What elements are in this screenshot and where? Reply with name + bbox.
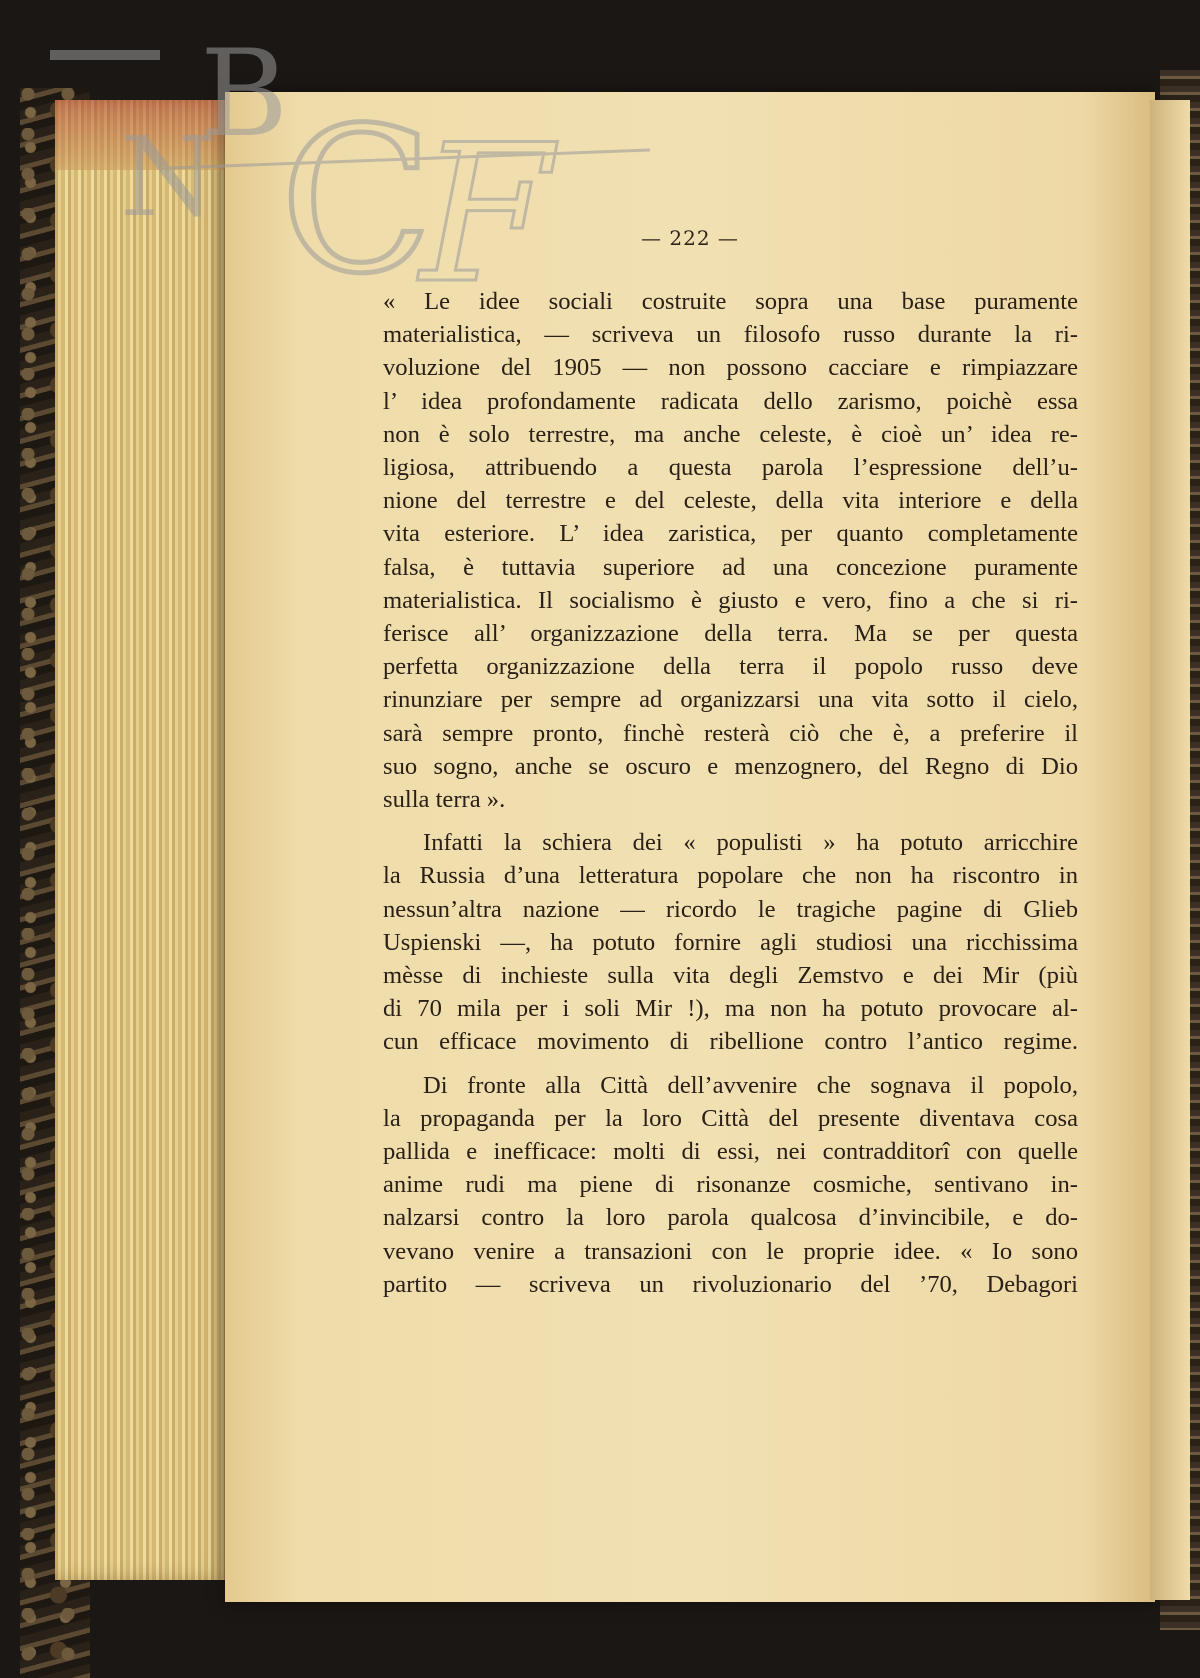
text-line: la propaganda per la loro Città del presente diventava cosa xyxy=(383,1104,1078,1132)
paragraph xyxy=(383,826,1078,1058)
text-line: nalzarsi contro la loro parola qualcosa d’invincibile, e do- xyxy=(383,1204,1078,1232)
text-line: materialistica, — scriveva un filosofo russo durante la ri- xyxy=(383,321,1078,349)
text-line: materialistica. Il socialismo è giusto e vero, fino a che si ri- xyxy=(383,586,1078,614)
text-line: « Le idee sociali costruite sopra una base puramente xyxy=(383,288,1078,315)
text-line: sulla terra ». xyxy=(383,786,506,814)
text-line: non è solo terrestre, ma anche celeste, è cioè un’ idea re- xyxy=(383,420,1078,448)
text-line: ligiosa, attribuendo a questa parola l’espressione dell’u- xyxy=(383,454,1078,482)
text-line: cun efficace movimento di ribellione contro l’antico regime. xyxy=(383,1028,1078,1056)
text-line: rinunziare per sempre ad organizzarsi una vita sotto il cielo, xyxy=(383,686,1078,714)
text-line: suo sogno, anche se oscuro e menzognero, del Regno di Dio xyxy=(383,752,1078,780)
logo-bar xyxy=(50,50,160,60)
text-line: Uspienski —, ha potuto fornire agli studiosi una ricchissima xyxy=(383,928,1078,956)
text-line: l’ idea profondamente radicata dello zarismo, poichè essa xyxy=(383,387,1078,415)
text-line: falsa, è tuttavia superiore ad una concezione puramente xyxy=(383,553,1078,581)
logo-letter-b: B xyxy=(200,40,289,164)
logo-letter-n: N xyxy=(120,113,217,241)
text-line: sarà sempre pronto, finchè resterà ciò che è, a preferire il xyxy=(383,719,1078,747)
page-edges-stack xyxy=(55,100,230,1580)
text-line: la Russia d’una letteratura popolare che non ha riscontro in xyxy=(383,862,1078,890)
text-line: anime rudi ma piene di risonanze cosmiche, sentivano in- xyxy=(383,1171,1078,1199)
text-line: Infatti la schiera dei « populisti » ha potuto arricchire xyxy=(423,829,1078,857)
text-line: vevano venire a transazioni con le proprie idee. « Io sono xyxy=(383,1237,1078,1265)
page-text xyxy=(383,285,1078,1301)
text-line: di 70 mila per i soli Mir !), ma non ha potuto provocare al- xyxy=(383,995,1078,1023)
library-logo-watermark xyxy=(50,40,690,310)
logo-letter-f: F xyxy=(420,104,552,310)
text-line: partito — scriveva un rivoluzionario del ’70, Debagori xyxy=(383,1270,1078,1298)
facing-page-edge xyxy=(1150,100,1190,1600)
text-line: Di fronte alla Città dell’avvenire che sognava il popolo, xyxy=(423,1071,1078,1099)
text-line: mèsse di inchieste sulla vita degli Zemstvo e dei Mir (più xyxy=(383,962,1078,990)
text-line: voluzione del 1905 — non possono cacciare e rimpiazzare xyxy=(383,354,1078,382)
paragraph xyxy=(383,1069,1078,1301)
text-line: vita esteriore. L’ idea zaristica, per quanto completamente xyxy=(383,520,1078,548)
paragraph xyxy=(383,285,1078,816)
text-line: nione del terrestre e del celeste, della vita interiore e della xyxy=(383,487,1078,515)
text-line: pallida e inefficace: molti di essi, nei contradditorî con quelle xyxy=(383,1138,1078,1166)
logo-letter-c: C xyxy=(280,85,434,310)
text-line: nessun’altra nazione — ricordo le tragiche pagine di Glieb xyxy=(383,895,1078,923)
page-number: — 222 — xyxy=(641,226,739,250)
text-line: ferisce all’ organizzazione della terra. Ma se per questa xyxy=(383,620,1078,648)
text-line: perfetta organizzazione della terra il popolo russo deve xyxy=(383,653,1078,681)
